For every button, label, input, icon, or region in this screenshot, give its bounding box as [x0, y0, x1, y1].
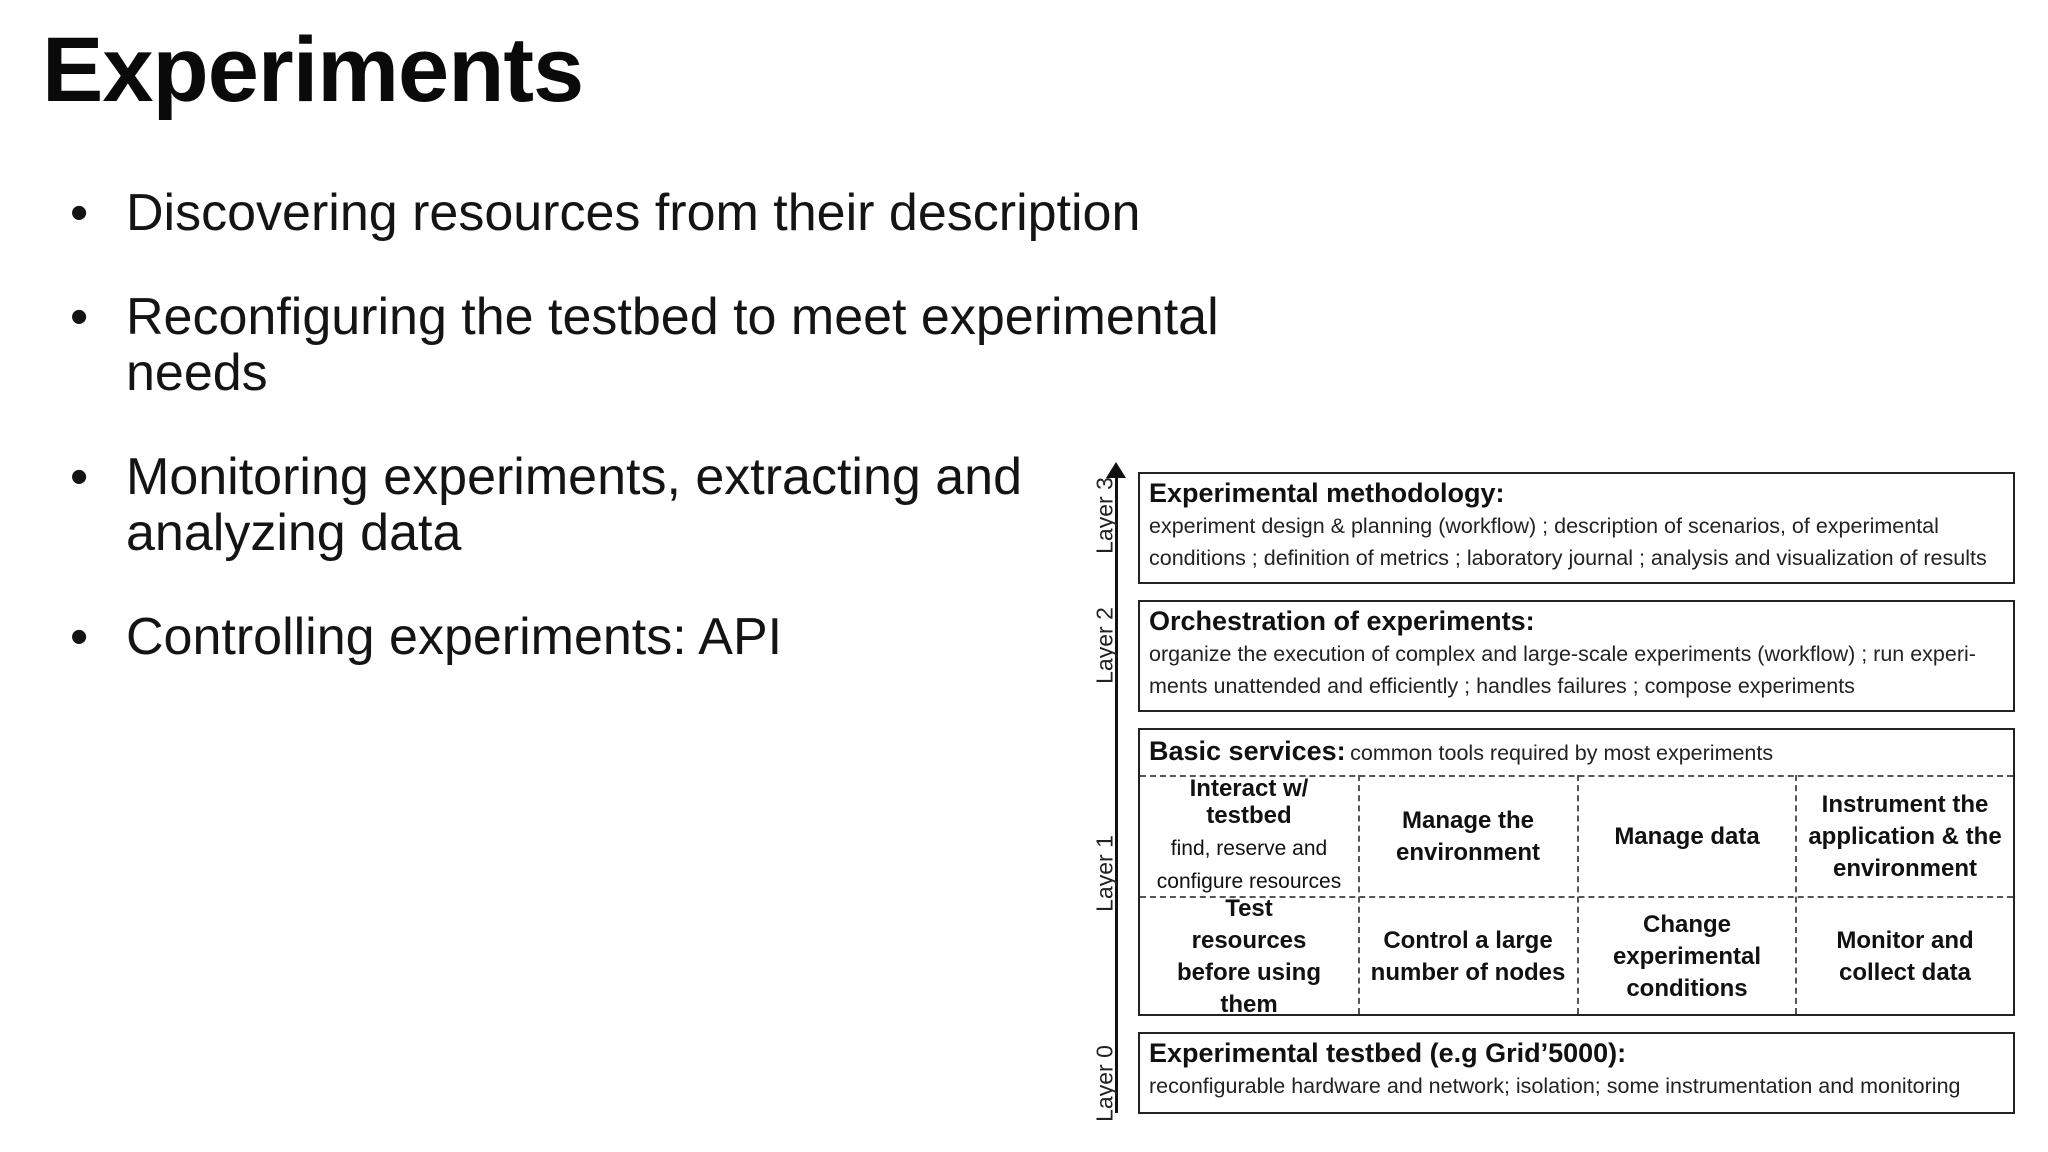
layer2-desc-2: ments unattended and efficiently ; handles failures ; compose experiments — [1149, 674, 1855, 698]
bullet-list — [70, 185, 1220, 713]
layer3-title: Experimental methodology: — [1149, 478, 1505, 508]
service-title: Instrument the application & the environment — [1808, 790, 2002, 882]
service-cell — [1359, 777, 1577, 896]
service-title: Monitor and collect data — [1836, 927, 1974, 986]
bullet-dot-icon: • — [70, 288, 89, 346]
layer3-desc-2: conditions ; definition of metrics ; laboratory journal ; analysis and visualization of results — [1149, 546, 1987, 570]
layer1-title: Basic services: — [1149, 736, 1346, 766]
layer3-box — [1138, 472, 2015, 584]
service-title: Manage the environment — [1395, 806, 1541, 866]
bullet-text: Monitoring experiments, extracting and analyzing data — [126, 448, 1023, 562]
bullet-text: Reconfiguring the testbed to meet experimental needs — [126, 288, 1219, 402]
service-title: Manage data — [1614, 822, 1760, 850]
layer-label-1: Layer 1 — [1091, 835, 1118, 912]
bullet-dot-icon: • — [70, 608, 89, 666]
service-cell — [1140, 895, 1358, 1018]
layer-diagram — [1080, 460, 2020, 1120]
layer-label-3: Layer 3 — [1091, 477, 1118, 554]
layer1-subtitle: common tools required by most experiments — [1350, 741, 1774, 765]
layer2-box — [1138, 600, 2015, 712]
service-title: Change experimental conditions — [1612, 911, 1762, 1002]
bullet-item — [70, 289, 1226, 401]
service-title: Control a large number of nodes — [1370, 927, 1566, 986]
service-cell — [1140, 777, 1358, 896]
layer2-desc-1: organize the execution of complex and large-scale experiments (workflow) ; run experi- — [1149, 642, 1976, 666]
service-cell — [1578, 777, 1796, 896]
bullet-item — [70, 609, 1220, 665]
layer3-desc-1: experiment design & planning (workflow) ; description of scenarios, of experimental — [1149, 514, 1939, 538]
bullet-dot-icon: • — [70, 448, 89, 506]
slide-title: Experiments — [42, 19, 584, 121]
service-cell — [1796, 777, 2014, 896]
layer-label-0: Layer 0 — [1091, 1045, 1118, 1122]
bullet-text: Discovering resources from their description — [126, 184, 1141, 242]
service-sub: find, reserve and configure resources — [1156, 837, 1342, 893]
service-title: Test resources before using them — [1176, 895, 1321, 1018]
bullet-item — [70, 449, 1096, 561]
layer2-title: Orchestration of experiments: — [1149, 606, 1535, 636]
bullet-item — [70, 185, 1220, 241]
layer-label-2: Layer 2 — [1091, 607, 1118, 684]
bullet-dot-icon: • — [70, 184, 89, 242]
service-cell — [1578, 898, 1796, 1016]
layer0-title: Experimental testbed (e.g Grid’5000): — [1149, 1038, 1627, 1068]
service-title: Interact w/ testbed — [1189, 775, 1309, 829]
service-cell — [1796, 898, 2014, 1016]
layer1-box — [1138, 728, 2015, 1016]
layer0-desc: reconfigurable hardware and network; isolation; some instrumentation and monitoring — [1149, 1074, 1961, 1098]
service-cell — [1359, 898, 1577, 1016]
layer1-header — [1149, 736, 1773, 767]
layer0-box — [1138, 1032, 2015, 1114]
bullet-text: Controlling experiments: API — [126, 608, 783, 666]
